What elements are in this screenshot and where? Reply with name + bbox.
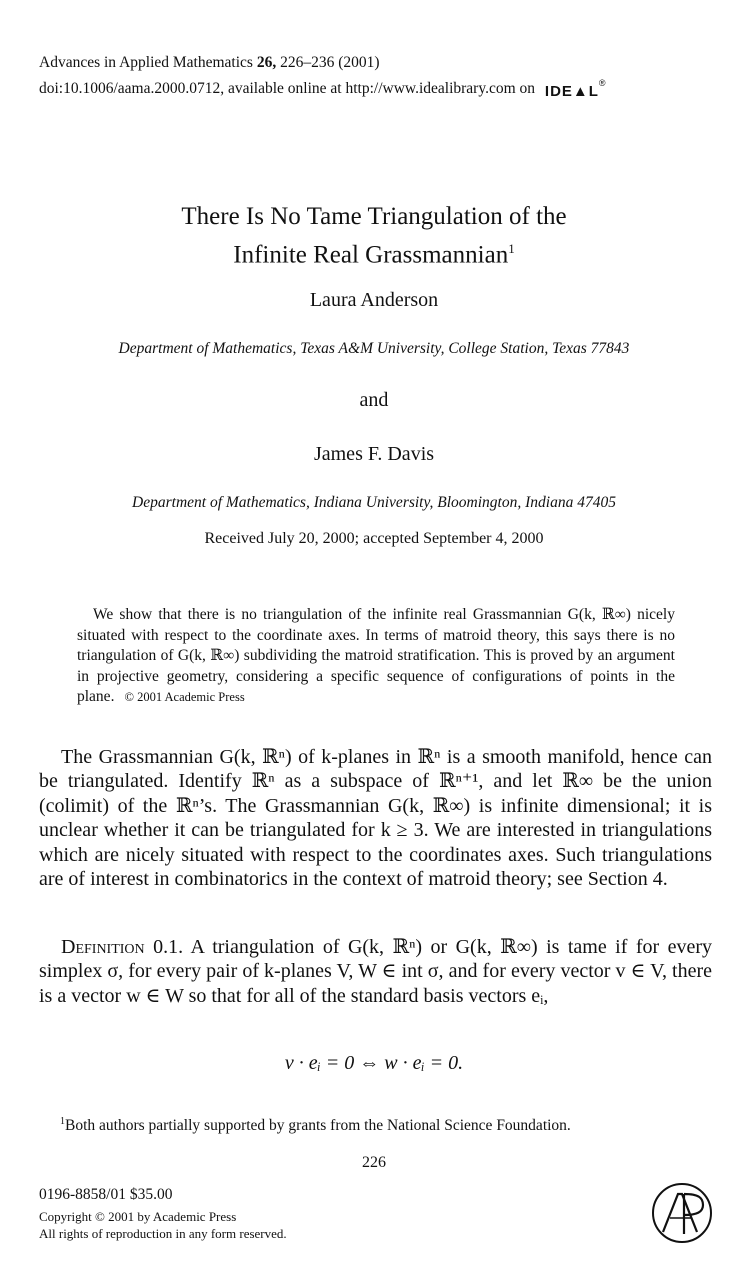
received-accepted-dates: Received July 20, 2000; accepted September 4, 2000 xyxy=(204,530,544,547)
ideal-logo-text: IDE▲L xyxy=(544,83,599,100)
rights-notice: All rights of reproduction in any form reserved. xyxy=(39,1226,287,1241)
title-line-1: There Is No Tame Triangulation of the xyxy=(181,203,567,230)
definition-text: A triangulation of G(k, ℝⁿ) or G(k, ℝ∞) is tame if for every simplex σ, for every pair of k-planes V, W ∈ int σ, and for every vector v ∈ V, there is a vector w ∈ W so that for all of the standard basis vectors eᵢ, xyxy=(39,936,713,1007)
author-name: James F. Davis xyxy=(313,443,435,465)
author-name: Laura Anderson xyxy=(309,289,439,311)
footnote-text: Both authors partially supported by grants from the National Science Foundation. xyxy=(65,1117,571,1135)
paper-title xyxy=(0,201,748,271)
author-conjunction: and xyxy=(359,389,389,411)
publisher-copyright: Copyright © 2001 by Academic Press xyxy=(39,1209,237,1224)
title-line-2: Infinite Real Grassmannian xyxy=(233,241,509,269)
abstract-copyright: © 2001 Academic Press xyxy=(124,690,245,704)
doi-text: doi:10.1006/aama.2000.0712, available online at http://www.idealibrary.com on xyxy=(39,80,536,98)
definition-label: Definition 0.1. xyxy=(61,936,184,958)
footnote xyxy=(60,1116,571,1135)
intro-paragraph: The Grassmannian G(k, ℝⁿ) of k-planes in ℝⁿ is a smooth manifold, hence can be triangulated. Identify ℝⁿ as a subspace of ℝⁿ⁺¹, and let ℝ∞ be the union (colimit) of the ℝⁿ’s. The Grassmannian G(k, ℝ∞) is infinite dimensional; it is unclear whether it can be triangulated for k ≥ 3. We are interested in triangulations which are nicely situated with respect to the coordinates axes. Such triangulations are of interest in combinatorics in the context of matroid theory; see Section 4. xyxy=(39,746,712,891)
journal-name: Advances in Applied Mathematics xyxy=(39,54,257,71)
abstract xyxy=(77,605,675,708)
journal-doi-line xyxy=(39,78,607,101)
journal-pages-year: 226–236 (2001) xyxy=(276,54,380,71)
journal-citation xyxy=(39,54,380,72)
footnote-mark: 1 xyxy=(60,1116,65,1127)
abstract-text: We show that there is no triangulation of the infinite real Grassmannian G(k, ℝ∞) nicely situated with respect to the coordinate axes. In terms of matroid theory, this says there is no triangulation of G(k, ℝ∞) subdividing the matroid stratification. This is proved by an argument in projective geometry, considering a specific sequence of configurations of points in the plane. xyxy=(77,606,675,705)
ideal-logo-icon xyxy=(545,78,607,101)
title-line-2-wrap xyxy=(0,233,748,271)
author-affiliation: Department of Mathematics, Indiana University, Bloomington, Indiana 47405 xyxy=(132,494,616,511)
registered-mark: ® xyxy=(598,78,607,88)
title-footnote-mark: 1 xyxy=(508,241,515,256)
author-affiliation: Department of Mathematics, Texas A&M University, College Station, Texas 77843 xyxy=(118,340,630,357)
academic-press-logo-icon xyxy=(651,1182,713,1244)
journal-volume: 26, xyxy=(256,54,277,71)
display-equation: v · eᵢ = 0 ⇔ w · eᵢ = 0. xyxy=(284,1052,464,1074)
issn-price: 0196-8858/01 $35.00 xyxy=(39,1186,173,1203)
definition-block xyxy=(39,935,712,1008)
page-number: 226 xyxy=(362,1154,386,1171)
